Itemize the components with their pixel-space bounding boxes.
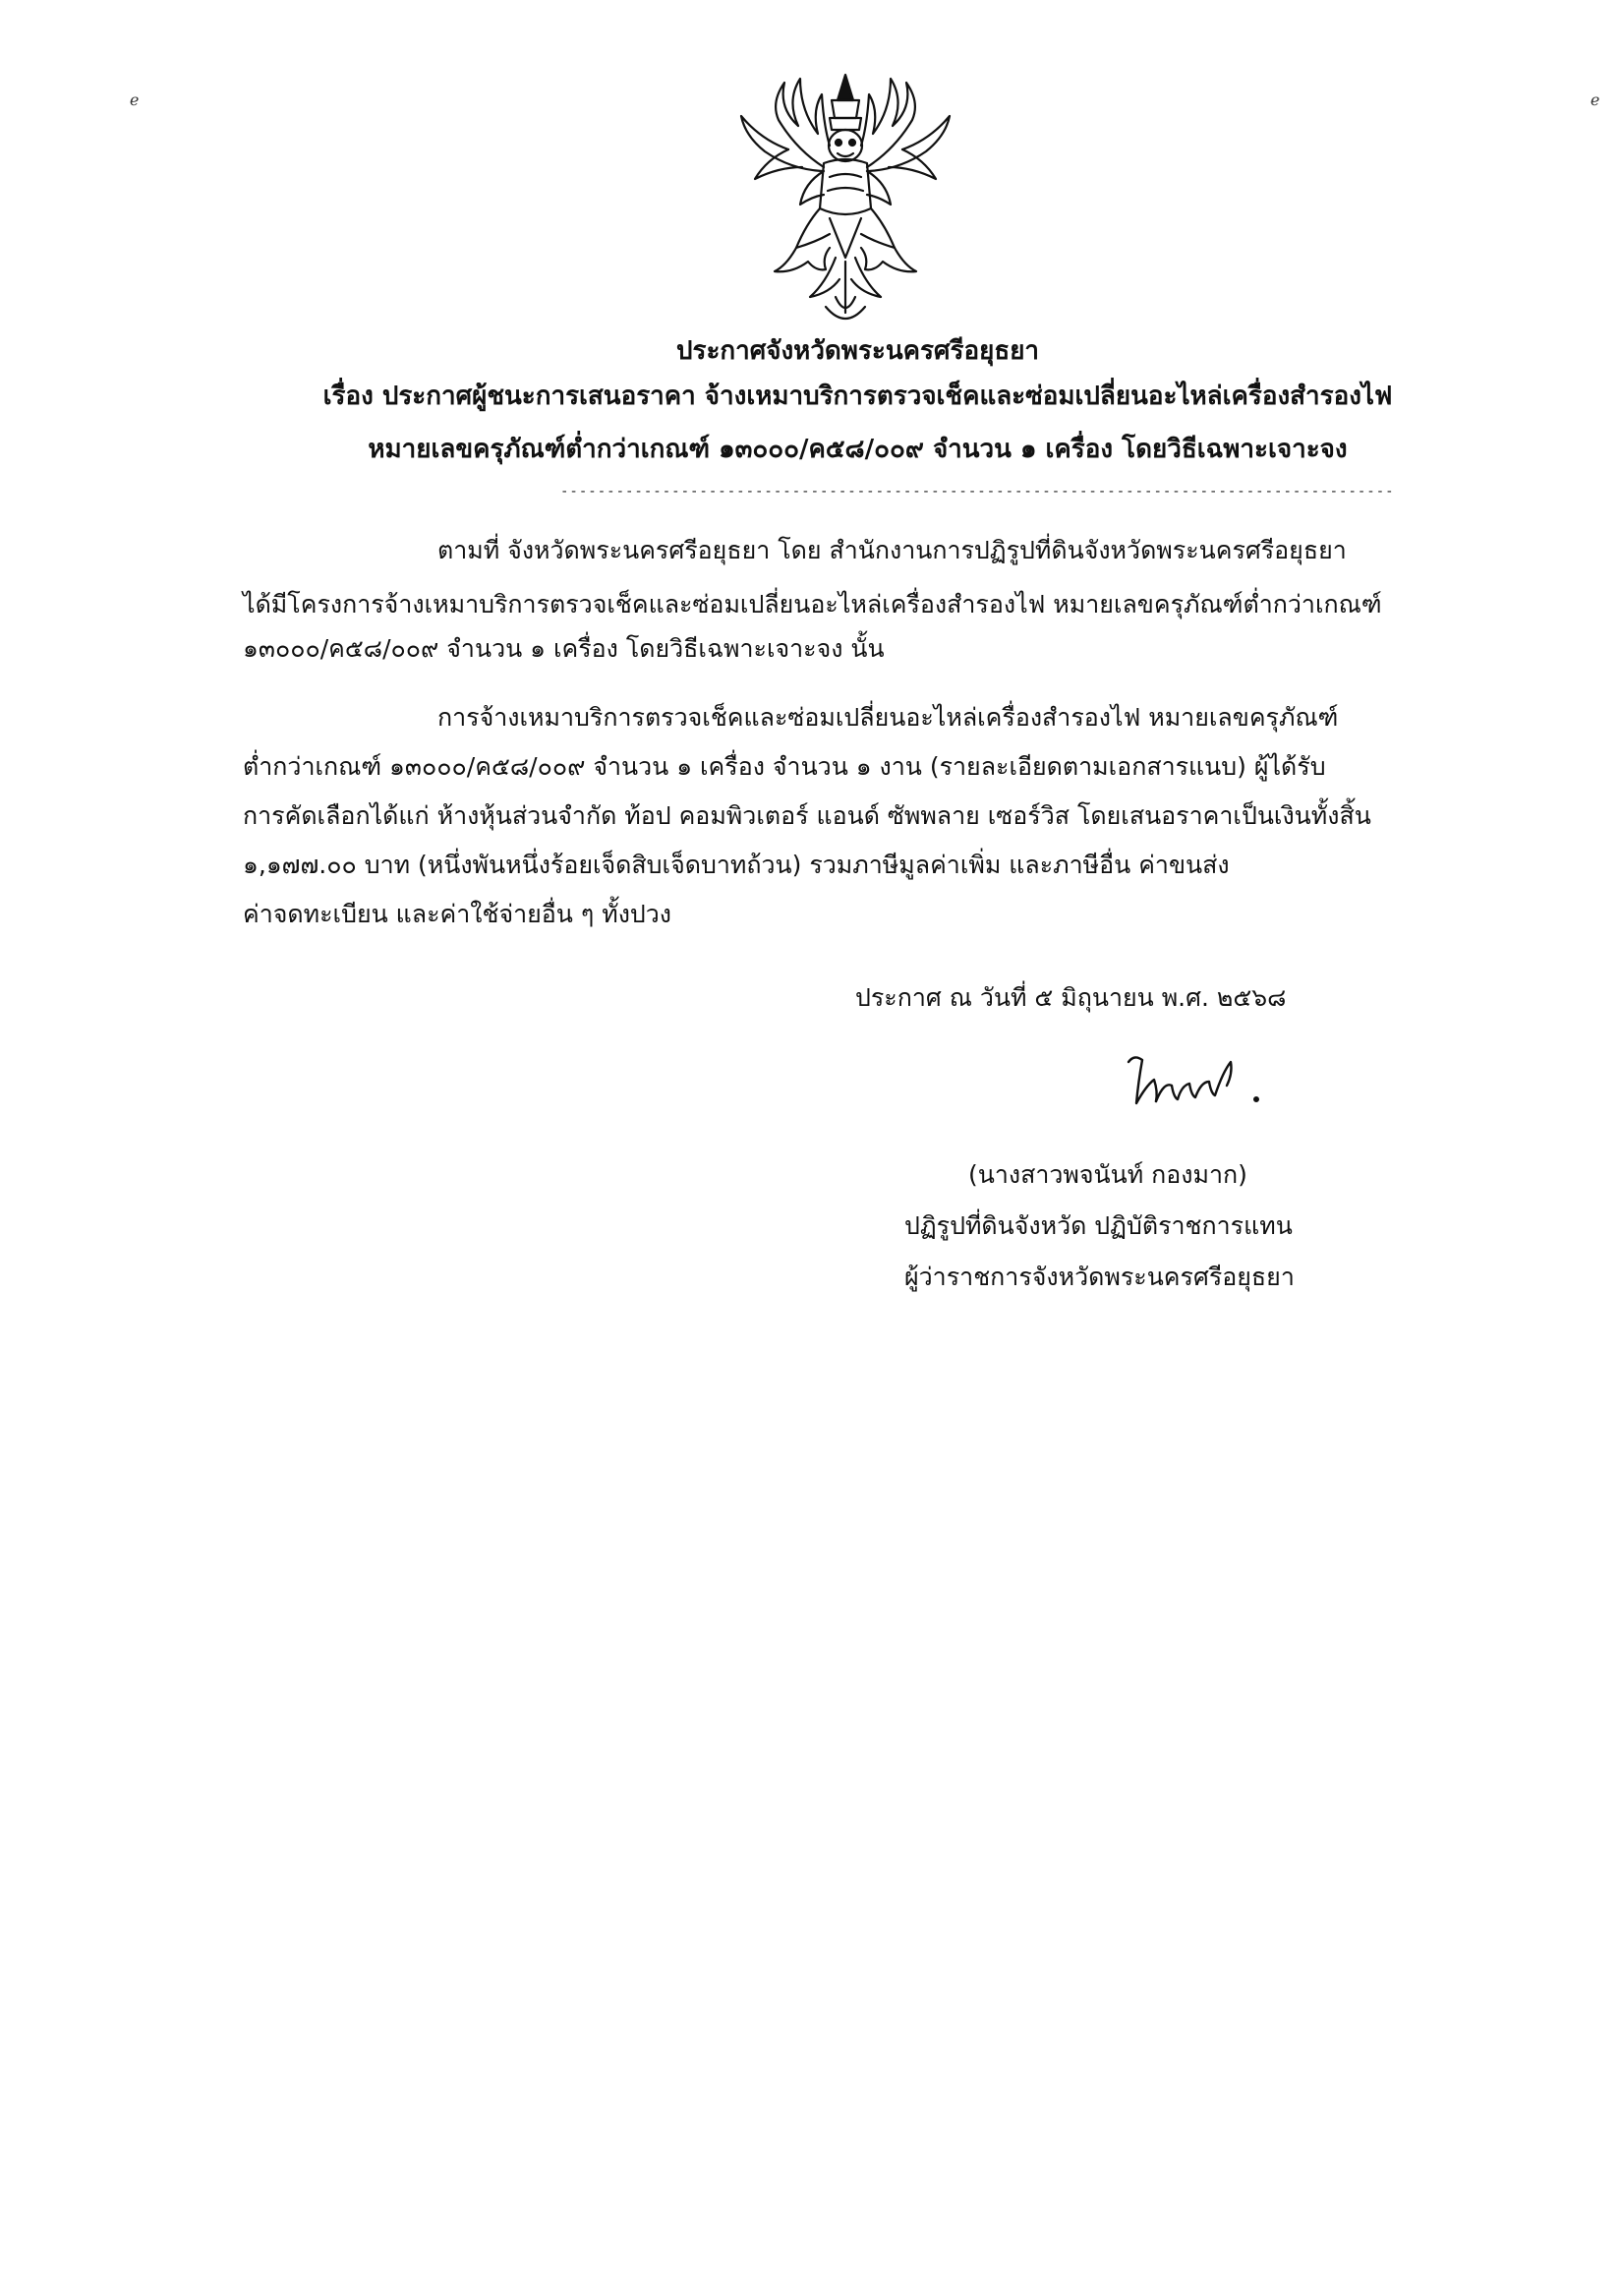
announcement-subject: เรื่อง ประกาศผู้ชนะการเสนอราคา จ้างเหมาบริการตรวจเช็คและซ่อมเปลี่ยนอะไหล่เครื่องสำรองไฟ [322,382,1393,411]
scan-mark: ℯ [1591,90,1600,109]
announcement-date: ประกาศ ณ วันที่ ๕ มิถุนายน พ.ศ. ๒๕๖๘ [855,983,1287,1012]
garuda-emblem-icon [727,61,963,331]
signer-position: ปฏิรูปที่ดินจังหวัด ปฏิบัติราชการแทน [904,1211,1293,1240]
paragraph-2-line-5: ค่าจดทะเบียน และค่าใช้จ่ายอื่น ๆ ทั้งปวง [243,900,672,928]
signer-authority: ผู้ว่าราชการจังหวัดพระนครศรีอยุธยา [904,1263,1295,1291]
divider-line: ------------------------------------------------------------------------------------------ [560,484,1395,500]
paragraph-2-line-1: การจ้างเหมาบริการตรวจเช็คและซ่อมเปลี่ยนอะไหล่เครื่องสำรองไฟ หมายเลขครุภัณฑ์ [437,703,1339,732]
signer-name: (นางสาวพจนันท์ กองมาก) [968,1160,1247,1189]
paragraph-1-line-3: ๑๓๐๐๐/ค๕๘/๐๐๙ จำนวน ๑ เครื่อง โดยวิธีเฉพาะเจาะจง นั้น [243,634,885,663]
paragraph-2-line-3: การคัดเลือกได้แก่ ห้างหุ้นส่วนจำกัด ท้อป คอมพิวเตอร์ แอนด์ ซัพพลาย เซอร์วิส โดยเสนอราคาเป็นเงินทั้งสิ้น [243,801,1371,830]
paragraph-1-line-2: ได้มีโครงการจ้างเหมาบริการตรวจเช็คและซ่อมเปลี่ยนอะไหล่เครื่องสำรองไฟ หมายเลขครุภัณฑ์ต่ำกว่าเกณฑ์ [243,590,1382,618]
announcement-title: ประกาศจังหวัดพระนครศรีอยุธยา [675,336,1040,366]
handwritten-signature-icon [1121,1042,1268,1121]
scan-mark: ℯ [130,90,140,109]
announcement-subject-line2: หมายเลขครุภัณฑ์ต่ำกว่าเกณฑ์ ๑๓๐๐๐/ค๕๘/๐๐๙ จำนวน ๑ เครื่อง โดยวิธีเฉพาะเจาะจง [368,435,1348,464]
paragraph-2-line-4: ๑,๑๗๗.๐๐ บาท (หนึ่งพันหนึ่งร้อยเจ็ดสิบเจ็ดบาทถ้วน) รวมภาษีมูลค่าเพิ่ม และภาษีอื่น ค่าขนส่ง [243,851,1230,879]
paragraph-1-line-1: ตามที่ จังหวัดพระนครศรีอยุธยา โดย สำนักงานการปฏิรูปที่ดินจังหวัดพระนครศรีอยุธยา [437,536,1347,564]
paragraph-2-line-2: ต่ำกว่าเกณฑ์ ๑๓๐๐๐/ค๕๘/๐๐๙ จำนวน ๑ เครื่อง จำนวน ๑ งาน (รายละเอียดตามเอกสารแนบ) ผู้ได้รับ [243,752,1326,781]
